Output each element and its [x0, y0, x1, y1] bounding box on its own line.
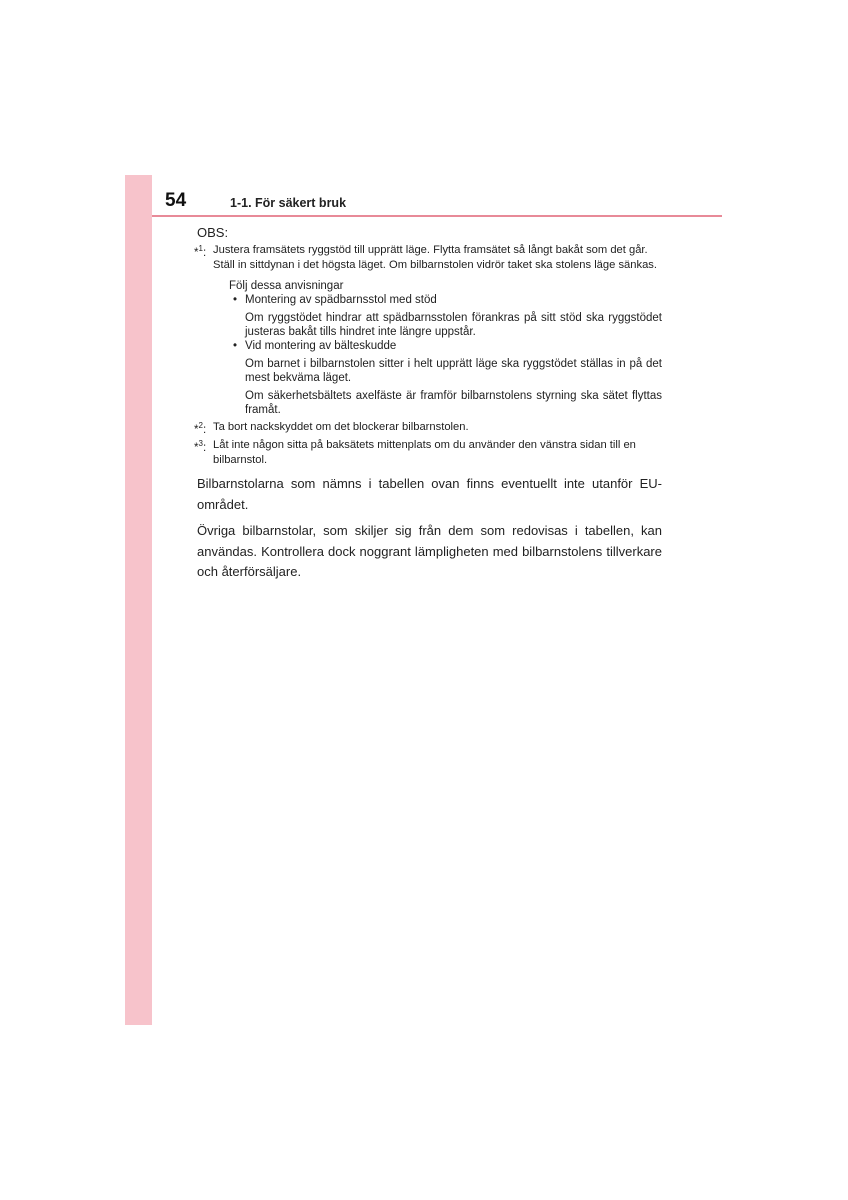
bullet-item [213, 339, 662, 353]
section-title: 1-1. För säkert bruk [230, 196, 347, 210]
note-text: Ta bort nackskyddet om det blockerar bilbarnstolen. [213, 421, 469, 433]
note-text: Justera framsätets ryggstöd till upprätt läge. Flytta framsätet så långt bakåt som det går. Ställ in sittdynan i det högsta läget. Om bilbarnstolen vidrör taket ska stolens läge sänkas. [213, 244, 658, 271]
note-text: Låt inte någon sitta på baksätets mittenplats om du använder den vänstra sidan till en bilbarnstol. [213, 439, 636, 466]
side-color-band [125, 175, 152, 1025]
body-paragraph: Övriga bilbarnstolar, som skiljer sig från dem som redovisas i tabellen, kan användas. Kontrollera dock noggrant lämpligheten med bilbarnstolens tillverkare och återförsäljare. [197, 523, 662, 579]
body-paragraph: Bilbarnstolarna som nämns i tabellen ovan finns eventuellt inte utanför EU-området. [197, 476, 662, 512]
header-rule [152, 215, 722, 217]
note-marker: *$^3$: [194, 439, 207, 454]
bullet-label: Vid montering av bälteskudde [245, 340, 397, 352]
bullet-paragraph: Om barnet i bilbarnstolen sitter i helt upprätt läge ska ryggstödet ställas in på det mest bekväma läget. [245, 358, 662, 384]
bullet-label: Montering av spädbarnsstol med stöd [245, 294, 437, 306]
note-marker: *$^2$: [194, 421, 207, 436]
note-marker: *$^1$: [194, 244, 207, 259]
page-content [194, 224, 662, 583]
bullet-paragraph: Om säkerhetsbältets axelfäste är framför bilbarnstolens styrning ska sätet flyttas framåt. [245, 390, 662, 416]
bullet-dot: • [233, 340, 238, 352]
note-2 [194, 420, 662, 436]
note-1 [194, 243, 662, 417]
bullet-paragraph: Om ryggstödet hindrar att spädbarnsstolen förankras på sitt stöd ska ryggstödet justeras bakåt tills hindret inte längre uppstår. [245, 312, 662, 338]
bullet-dot: • [233, 294, 238, 306]
bullet-item [213, 293, 662, 307]
obs-label: OBS: [197, 225, 229, 240]
page-number: 54 [165, 190, 187, 211]
instructions-intro: Följ dessa anvisningar [229, 280, 344, 292]
note-3 [194, 438, 662, 468]
